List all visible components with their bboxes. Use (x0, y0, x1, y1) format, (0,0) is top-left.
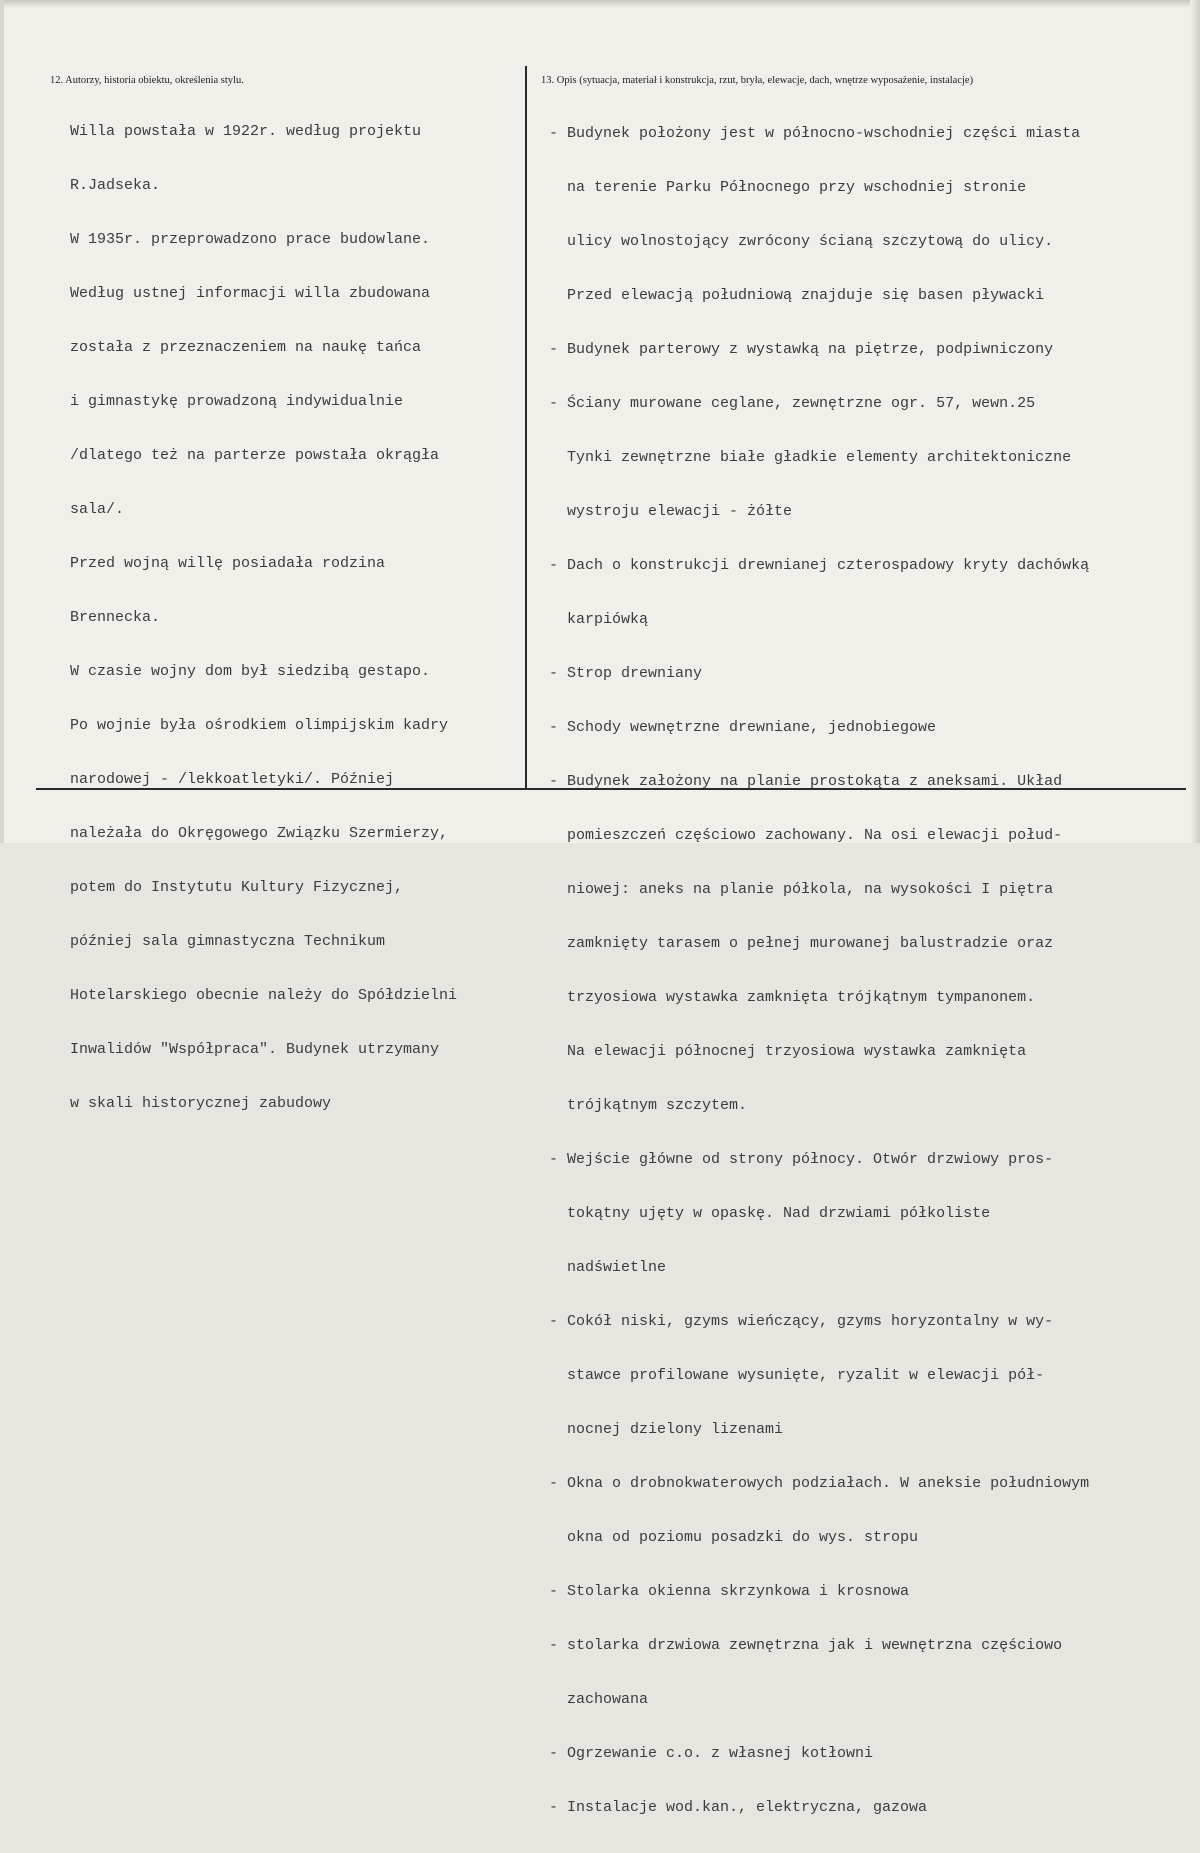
section-12-line: W czasie wojny dom był siedzibą gestapo. (70, 663, 431, 680)
paper-top-edge (0, 0, 1200, 8)
section-13-line: - Ogrzewanie c.o. z własnej kotłowni (549, 1745, 874, 1762)
section-13-line: ulicy wolnostojący zwrócony ścianą szczytową do ulicy. (549, 233, 1054, 250)
section-13-line: - Dach o konstrukcji drewnianej czterospadowy kryty dachówką (549, 557, 1090, 574)
section-12-line: później sala gimnastyczna Technikum (70, 933, 386, 950)
section-13-line: - Wejście główne od strony północy. Otwór drzwiowy pros- (549, 1151, 1054, 1168)
section-13-line: Przed elewacją południową znajduje się basen pływacki (549, 287, 1045, 304)
section-13-line: - Instalacje wod.kan., elektryczna, gazowa (549, 1799, 928, 1816)
section-12-line: i gimnastykę prowadzoną indywidualnie (70, 393, 404, 410)
section-13-line: niowej: aneks na planie półkola, na wysokości I piętra (549, 881, 1054, 898)
section-13-line: okna od poziomu posadzki do wys. stropu (549, 1529, 919, 1546)
section-13-heading: 13. Opis (sytuacja, materiał i konstrukcja, rzut, bryła, elewacje, dach, wnętrze wyposażenie, instalacje) (541, 75, 974, 86)
section-13-line: - stolarka drzwiowa zewnętrzna jak i wewnętrzna częściowo (549, 1637, 1063, 1654)
section-12-line: Po wojnie była ośrodkiem olimpijskim kadry (70, 717, 449, 734)
section-13-line: - Ściany murowane ceglane, zewnętrzne ogr. 57, wewn.25 (549, 395, 1036, 412)
section-12-line: Inwalidów "Współpraca". Budynek utrzymany (70, 1041, 440, 1058)
section-13-body (549, 89, 1089, 1853)
section-13-line: Na elewacji północnej trzyosiowa wystawka zamknięta (549, 1043, 1027, 1060)
section-13-line: na terenie Parku Północnego przy wschodniej stronie (549, 179, 1027, 196)
column-divider (525, 66, 527, 790)
section-12-line: /dlatego też na parterze powstała okrągła (70, 447, 440, 464)
section-12-body (70, 87, 457, 1149)
section-12-line: Willa powstała w 1922r. według projektu (70, 123, 422, 140)
section-13-line: - Cokół niski, gzyms wieńczący, gzyms horyzontalny w wy- (549, 1313, 1054, 1330)
section-13-line: stawce profilowane wysunięte, ryzalit w elewacji pół- (549, 1367, 1045, 1384)
section-12-line: Brennecka. (70, 609, 161, 626)
section-13-line: - Budynek położony jest w północno-wschodniej części miasta (549, 125, 1081, 142)
section-13-line: zamknięty tarasem o pełnej murowanej balustradzie oraz (549, 935, 1054, 952)
paper-right-edge (1190, 0, 1200, 843)
section-12-line: należała do Okręgowego Związku Szermierzy, (70, 825, 449, 842)
section-13-line: - Okna o drobnokwaterowych podziałach. W aneksie południowym (549, 1475, 1090, 1492)
section-13-line: wystroju elewacji - żółte (549, 503, 793, 520)
section-13-line: trzyosiowa wystawka zamknięta trójkątnym tympanonem. (549, 989, 1036, 1006)
section-12-line: narodowej - /lekkoatletyki/. Później (70, 771, 395, 788)
section-12-line: W 1935r. przeprowadzono prace budowlane. (70, 231, 431, 248)
section-13-line: nadświetlne (549, 1259, 667, 1276)
section-13-line: trójkątnym szczytem. (549, 1097, 748, 1114)
section-13-line: karpiówką (549, 611, 649, 628)
section-12-line: w skali historycznej zabudowy (70, 1095, 332, 1112)
section-12-line: R.Jadseka. (70, 177, 161, 194)
section-13-line: - Schody wewnętrzne drewniane, jednobiegowe (549, 719, 937, 736)
section-13-line: tokątny ujęty w opaskę. Nad drzwiami półkoliste (549, 1205, 991, 1222)
section-12-line: Według ustnej informacji willa zbudowana (70, 285, 431, 302)
section-13-line: nocnej dzielony lizenami (549, 1421, 784, 1438)
section-12-line: Przed wojną willę posiadała rodzina (70, 555, 386, 572)
section-12-line: potem do Instytutu Kultury Fizycznej, (70, 879, 404, 896)
section-13-line: zachowana (549, 1691, 649, 1708)
section-13-line: - Budynek parterowy z wystawką na piętrze, podpiwniczony (549, 341, 1054, 358)
section-13-line: Tynki zewnętrzne białe gładkie elementy architektoniczne (549, 449, 1072, 466)
section-13-line: pomieszczeń częściowo zachowany. Na osi elewacji połud- (549, 827, 1063, 844)
section-12-line: Hotelarskiego obecnie należy do Spółdzielni (70, 987, 458, 1004)
section-12-line: sala/. (70, 501, 125, 518)
paper-left-edge (0, 0, 4, 843)
section-13-line: - Strop drewniany (549, 665, 703, 682)
section-13-line: - Stolarka okienna skrzynkowa i krosnowa (549, 1583, 910, 1600)
section-13-line: - Budynek założony na planie prostokąta z aneksami. Układ (549, 773, 1063, 790)
section-12-heading: 12. Autorzy, historia obiektu, określenia stylu. (50, 75, 244, 86)
section-12-line: została z przeznaczeniem na naukę tańca (70, 339, 422, 356)
